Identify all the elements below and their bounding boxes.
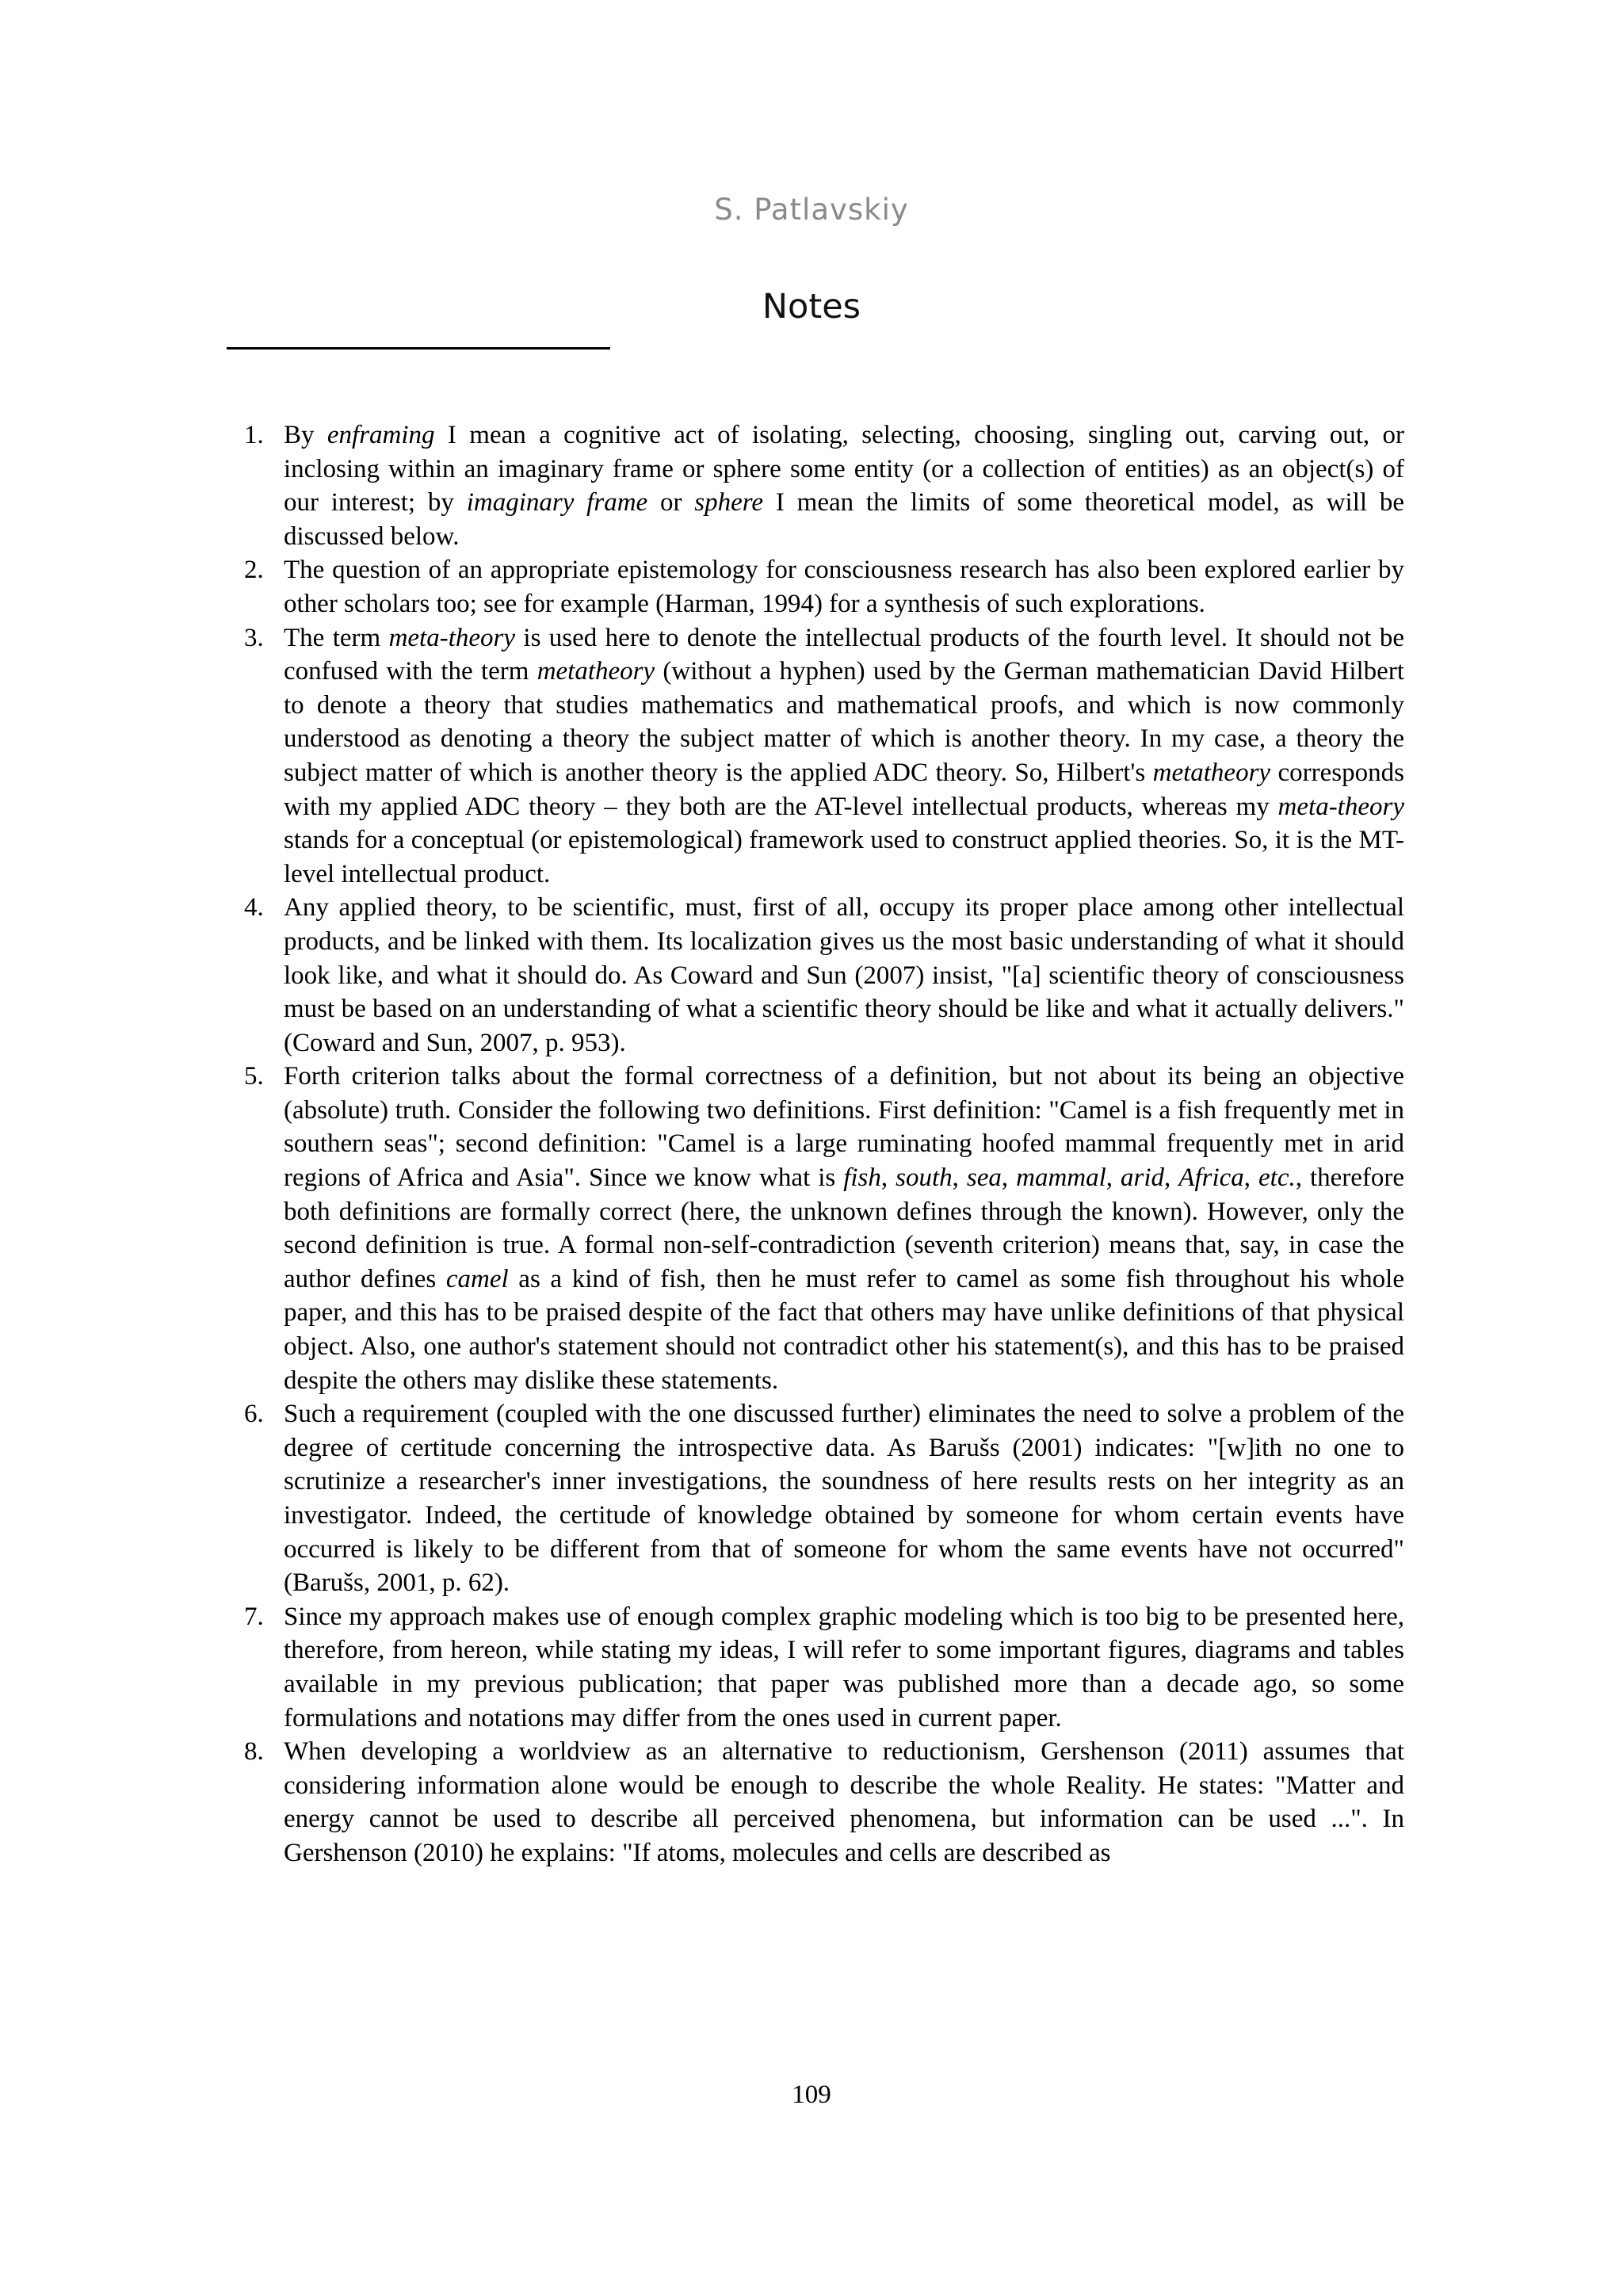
text-run: stands for a conceptual (or epistemological) framework used to construct applied theories. So, it is the MT-level intellectual product. <box>284 826 1404 888</box>
text-run: as a kind of fish, then he must refer to camel as some fish throughout his whole paper, and this has to be praised despite of the fact that others may have unlike definitions of that physical object. Also, one author's statement should not contradict other his statement(s), and this has to be praised despite the others may dislike these statements. <box>284 1264 1404 1395</box>
italic-term: mammal <box>1016 1163 1106 1193</box>
running-head-author: S. Patlavskiy <box>714 193 909 227</box>
text-run: , therefore both definitions are formally correct (here, the unknown defines through the known). However, only the second definition is true. A formal non-self-contradiction (seventh criterion) means that, say, in case the author defines <box>284 1163 1405 1293</box>
text-run: (without a hyphen) used by the German mathematician David Hilbert to denote a theory that studies mathematics and mathematical proofs, and which is now commonly understood as denoting a theory the subject matter of which is another theory. In my case, a theory the subject matter of which is another theory is the applied ADC theory. So, Hilbert's <box>284 657 1404 787</box>
title-rule <box>227 347 610 350</box>
note-item <box>244 1397 1404 1600</box>
italic-term: sea <box>966 1163 1002 1193</box>
note-item <box>244 621 1405 892</box>
italic-term: sphere <box>694 488 764 518</box>
note-item <box>244 891 1404 1060</box>
italic-term: meta-theory <box>1277 792 1404 821</box>
text-run: , <box>880 1163 896 1193</box>
notes-list <box>244 418 1405 1870</box>
text-run: When developing a worldview as an alternative to reductionism, Gershenson (2011) assumes that considering information alone would be enough to describe the whole Reality. He states: "Matter and energy cannot be used to describe all perceived phenomena, but information can be used ...". In Gershenson (2010) he explains: "If atoms, molecules and cells are described as <box>284 1737 1404 1867</box>
italic-term: south <box>896 1163 953 1193</box>
text-run: corresponds with my applied ADC theory – they both are the AT-level intellectual products, whereas my <box>284 758 1404 821</box>
text-run: Forth criterion talks about the formal correctness of a definition, but not about its being an objective (absolute) truth. Consider the following two definitions. First definition: "Camel is a fish frequently met in southern seas"; second definition: "Camel is a large ruminating hoofed mammal frequently met in arid regions of Africa and Asia". Since we know what is <box>284 1062 1404 1193</box>
italic-term: camel <box>445 1264 509 1293</box>
note-number: 1. <box>244 421 264 449</box>
text-run: , <box>952 1163 967 1193</box>
note-text <box>284 624 1404 888</box>
italic-term: etc. <box>1258 1163 1296 1193</box>
note-number: 7. <box>244 1602 264 1631</box>
italic-term: meta-theory <box>388 623 516 652</box>
note-number: 6. <box>244 1400 264 1429</box>
text-run: , <box>1243 1163 1258 1193</box>
page-number: 109 <box>792 2080 831 2109</box>
text-run: Since my approach makes use of enough complex graphic modeling which is too big to be presented here, therefore, from hereon, while stating my ideas, I will refer to some important figures, diagrams and tables available in my previous publication; that paper was published more than a decade ago, so some formulations and notations may differ from the ones used in current paper. <box>284 1602 1404 1733</box>
text-run: , <box>1106 1163 1121 1193</box>
italic-term: enframing <box>327 421 435 449</box>
note-number: 3. <box>244 623 264 652</box>
note-item <box>244 1735 1404 1870</box>
note-text <box>284 1400 1404 1597</box>
note-number: 8. <box>244 1737 264 1767</box>
text-run: is used here to denote the intellectual products of the fourth level. It should not be confused with the term <box>284 623 1405 686</box>
italic-term: imaginary frame <box>466 488 648 518</box>
note-item <box>244 1600 1404 1735</box>
note-number: 5. <box>244 1062 264 1091</box>
text-run: Any applied theory, to be scientific, must, first of all, occupy its proper place among other intellectual products, and be linked with them. Its localization gives us the most basic understanding of what it should look like, and what it should do. As Coward and Sun (2007) insist, "[a] scientific theory of consciousness must be based on an understanding of what a scientific theory should be like and what it actually delivers." (Coward and Sun, 2007, p. 953). <box>284 893 1404 1057</box>
italic-term: Africa <box>1178 1163 1244 1193</box>
note-text <box>284 421 1404 551</box>
text-run: , <box>1001 1163 1017 1193</box>
note-item <box>244 418 1405 553</box>
note-text <box>284 1062 1404 1394</box>
italic-term: fish <box>843 1163 881 1193</box>
note-item <box>244 1060 1405 1397</box>
note-text <box>284 1603 1404 1733</box>
text-run: , <box>1164 1163 1179 1193</box>
italic-term: metatheory <box>537 657 655 686</box>
note-number: 4. <box>244 893 264 923</box>
section-title: Notes <box>762 287 861 327</box>
note-item <box>244 553 1404 621</box>
note-text <box>284 1737 1404 1867</box>
note-number: 2. <box>244 556 264 585</box>
note-text <box>284 556 1404 618</box>
note-text <box>284 893 1404 1056</box>
italic-term: metatheory <box>1152 758 1271 787</box>
text-run: or <box>647 488 695 518</box>
italic-term: arid <box>1121 1163 1165 1193</box>
text-run: I mean the limits of some theoretical model, as will be discussed below. <box>284 488 1404 551</box>
text-run: The term <box>284 623 389 652</box>
text-run: By <box>284 421 327 449</box>
text-run: The question of an appropriate epistemology for consciousness research has also been explored earlier by other scholars too; see for example (Harman, 1994) for a synthesis of such explorations. <box>284 556 1404 618</box>
text-run: Such a requirement (coupled with the one discussed further) eliminates the need to solve a problem of the degree of certitude concerning the introspective data. As Barušs (2001) indicates: "[w]ith no one to scrutinize a researcher's inner investigations, the soundness of here results rests on her integrity as an investigator. Indeed, the certitude of knowledge obtained by someone for whom certain events have occurred is likely to be different from that of someone for whom the same events have not occurred" (Barušs, 2001, p. 62). <box>284 1400 1404 1598</box>
text-run: I mean a cognitive act of isolating, selecting, choosing, singling out, carving out, or inclosing within an imaginary frame or sphere some entity (or a collection of entities) as an object(s) of our interest; by <box>284 421 1405 518</box>
